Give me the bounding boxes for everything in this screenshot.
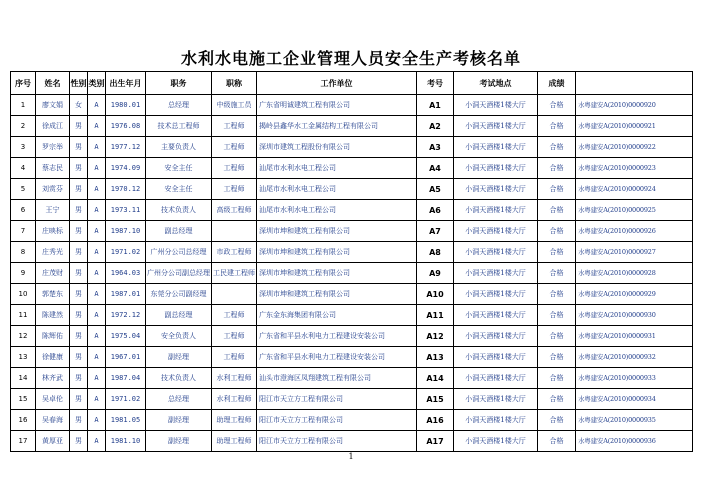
exam-location-cell: 小洞天酒楼1楼大厅 xyxy=(454,242,538,263)
exam-location-cell: 小洞天酒楼1楼大厅 xyxy=(454,95,538,116)
work-unit-cell: 深圳市建筑工程股份有限公司 xyxy=(257,137,417,158)
gender-cell: 男 xyxy=(70,137,88,158)
position-cell: 广州分公司副总经理 xyxy=(146,263,212,284)
result-cell: 合格 xyxy=(538,179,576,200)
position-cell: 技术总工程师 xyxy=(146,116,212,137)
personnel-table xyxy=(10,71,693,452)
gender-cell: 男 xyxy=(70,347,88,368)
result-cell: 合格 xyxy=(538,242,576,263)
exam-number-cell: A6 xyxy=(417,200,454,221)
gender-cell: 男 xyxy=(70,305,88,326)
exam-number-cell: A3 xyxy=(417,137,454,158)
exam-location-cell: 小洞天酒楼1楼大厅 xyxy=(454,263,538,284)
result-cell: 合格 xyxy=(538,284,576,305)
result-cell: 合格 xyxy=(538,305,576,326)
exam-location-cell: 小洞天酒楼1楼大厅 xyxy=(454,368,538,389)
gender-cell: 男 xyxy=(70,284,88,305)
exam-number-cell: A2 xyxy=(417,116,454,137)
work-unit-cell: 深圳市坤和建筑工程有限公司 xyxy=(257,242,417,263)
work-unit-cell: 汕尾市水利水电工程公司 xyxy=(257,200,417,221)
row-number-cell: 15 xyxy=(11,389,36,410)
name-cell: 庄秀光 xyxy=(36,242,70,263)
name-cell: 庄映标 xyxy=(36,221,70,242)
birth-date-cell: 1981.05 xyxy=(106,410,146,431)
exam-number-cell: A5 xyxy=(417,179,454,200)
exam-number-cell: A14 xyxy=(417,368,454,389)
table-row xyxy=(11,305,693,326)
column-header: 性别 xyxy=(70,72,88,95)
column-header: 职务 xyxy=(146,72,212,95)
document-title: 水利水电施工企业管理人员安全生产考核名单 xyxy=(180,49,521,68)
title-cell: 工程师 xyxy=(212,179,257,200)
table-row xyxy=(11,95,693,116)
category-cell: A xyxy=(88,95,106,116)
column-header xyxy=(576,72,693,95)
category-cell: A xyxy=(88,431,106,452)
work-unit-cell: 广东省明诚建筑工程有限公司 xyxy=(257,95,417,116)
birth-date-cell: 1980.01 xyxy=(106,95,146,116)
position-cell: 副总经理 xyxy=(146,305,212,326)
category-cell: A xyxy=(88,368,106,389)
gender-cell: 女 xyxy=(70,95,88,116)
result-cell: 合格 xyxy=(538,158,576,179)
row-number-cell: 4 xyxy=(11,158,36,179)
table-row xyxy=(11,263,693,284)
exam-location-cell: 小洞天酒楼1楼大厅 xyxy=(454,137,538,158)
table-row xyxy=(11,221,693,242)
certificate-number-cell: 水粤建安A(2010)0000924 xyxy=(576,179,693,200)
gender-cell: 男 xyxy=(70,368,88,389)
certificate-number-cell: 水粤建安A(2010)0000922 xyxy=(576,137,693,158)
category-cell: A xyxy=(88,263,106,284)
exam-number-cell: A12 xyxy=(417,326,454,347)
certificate-number-cell: 水粤建安A(2010)0000933 xyxy=(576,368,693,389)
gender-cell: 男 xyxy=(70,158,88,179)
name-cell: 王宁 xyxy=(36,200,70,221)
position-cell: 东莞分公司副经理 xyxy=(146,284,212,305)
column-header: 姓名 xyxy=(36,72,70,95)
column-header: 考号 xyxy=(417,72,454,95)
birth-date-cell: 1964.03 xyxy=(106,263,146,284)
table-row xyxy=(11,116,693,137)
table-row xyxy=(11,389,693,410)
name-cell: 吴春海 xyxy=(36,410,70,431)
exam-number-cell: A15 xyxy=(417,389,454,410)
exam-number-cell: A7 xyxy=(417,221,454,242)
certificate-number-cell: 水粤建安A(2010)0000925 xyxy=(576,200,693,221)
table-row xyxy=(11,431,693,452)
title-cell: 工程师 xyxy=(212,137,257,158)
result-cell: 合格 xyxy=(538,410,576,431)
category-cell: A xyxy=(88,389,106,410)
gender-cell: 男 xyxy=(70,410,88,431)
position-cell: 总经理 xyxy=(146,95,212,116)
certificate-number-cell: 水粤建安A(2010)0000920 xyxy=(576,95,693,116)
exam-number-cell: A10 xyxy=(417,284,454,305)
category-cell: A xyxy=(88,284,106,305)
work-unit-cell: 阳江市天立方工程有限公司 xyxy=(257,389,417,410)
exam-number-cell: A16 xyxy=(417,410,454,431)
name-cell: 陈建然 xyxy=(36,305,70,326)
name-cell: 庄茂财 xyxy=(36,263,70,284)
certificate-number-cell: 水粤建安A(2010)0000934 xyxy=(576,389,693,410)
result-cell: 合格 xyxy=(538,347,576,368)
row-number-cell: 2 xyxy=(11,116,36,137)
position-cell: 安全负责人 xyxy=(146,326,212,347)
position-cell: 广州分公司总经理 xyxy=(146,242,212,263)
column-header: 工作单位 xyxy=(257,72,417,95)
work-unit-cell: 汕尾市水利水电工程公司 xyxy=(257,158,417,179)
exam-location-cell: 小洞天酒楼1楼大厅 xyxy=(454,116,538,137)
birth-date-cell: 1970.12 xyxy=(106,179,146,200)
birth-date-cell: 1974.09 xyxy=(106,158,146,179)
gender-cell: 男 xyxy=(70,389,88,410)
gender-cell: 男 xyxy=(70,263,88,284)
gender-cell: 男 xyxy=(70,431,88,452)
title-cell: 工民建工程师 xyxy=(212,263,257,284)
title-cell: 水利工程师 xyxy=(212,368,257,389)
table-row xyxy=(11,179,693,200)
row-number-cell: 8 xyxy=(11,242,36,263)
certificate-number-cell: 水粤建安A(2010)0000932 xyxy=(576,347,693,368)
exam-number-cell: A13 xyxy=(417,347,454,368)
position-cell: 安全主任 xyxy=(146,179,212,200)
category-cell: A xyxy=(88,326,106,347)
name-cell: 陈辉佑 xyxy=(36,326,70,347)
exam-number-cell: A8 xyxy=(417,242,454,263)
work-unit-cell: 广东省和平县水利电力工程建设安装公司 xyxy=(257,326,417,347)
position-cell: 副经理 xyxy=(146,431,212,452)
table-row xyxy=(11,326,693,347)
title-cell: 工程师 xyxy=(212,116,257,137)
category-cell: A xyxy=(88,221,106,242)
row-number-cell: 1 xyxy=(11,95,36,116)
birth-date-cell: 1987.10 xyxy=(106,221,146,242)
gender-cell: 男 xyxy=(70,326,88,347)
row-number-cell: 16 xyxy=(11,410,36,431)
exam-location-cell: 小洞天酒楼1楼大厅 xyxy=(454,179,538,200)
gender-cell: 男 xyxy=(70,116,88,137)
work-unit-cell: 深圳市坤和建筑工程有限公司 xyxy=(257,284,417,305)
category-cell: A xyxy=(88,347,106,368)
work-unit-cell: 揭岭县鑫华水工金属结构工程有限公司 xyxy=(257,116,417,137)
table-row xyxy=(11,410,693,431)
exam-number-cell: A4 xyxy=(417,158,454,179)
position-cell: 总经理 xyxy=(146,389,212,410)
category-cell: A xyxy=(88,179,106,200)
birth-date-cell: 1987.01 xyxy=(106,284,146,305)
title-cell: 工程师 xyxy=(212,305,257,326)
row-number-cell: 7 xyxy=(11,221,36,242)
exam-location-cell: 小洞天酒楼1楼大厅 xyxy=(454,389,538,410)
result-cell: 合格 xyxy=(538,368,576,389)
row-number-cell: 10 xyxy=(11,284,36,305)
table-row xyxy=(11,158,693,179)
name-cell: 廖文娟 xyxy=(36,95,70,116)
row-number-cell: 14 xyxy=(11,368,36,389)
column-header: 类别 xyxy=(88,72,106,95)
exam-location-cell: 小洞天酒楼1楼大厅 xyxy=(454,410,538,431)
exam-location-cell: 小洞天酒楼1楼大厅 xyxy=(454,200,538,221)
position-cell: 主要负责人 xyxy=(146,137,212,158)
result-cell: 合格 xyxy=(538,263,576,284)
column-header: 序号 xyxy=(11,72,36,95)
position-cell: 副经理 xyxy=(146,410,212,431)
gender-cell: 男 xyxy=(70,242,88,263)
position-cell: 副总经理 xyxy=(146,221,212,242)
work-unit-cell: 汕头市澄海区凤翔建筑工程有限公司 xyxy=(257,368,417,389)
gender-cell: 男 xyxy=(70,221,88,242)
certificate-number-cell: 水粤建安A(2010)0000936 xyxy=(576,431,693,452)
birth-date-cell: 1971.02 xyxy=(106,389,146,410)
title-cell: 高级工程师 xyxy=(212,200,257,221)
result-cell: 合格 xyxy=(538,389,576,410)
result-cell: 合格 xyxy=(538,137,576,158)
table-row xyxy=(11,137,693,158)
page-number: 1 xyxy=(348,452,354,461)
certificate-number-cell: 水粤建安A(2010)0000921 xyxy=(576,116,693,137)
certificate-number-cell: 水粤建安A(2010)0000929 xyxy=(576,284,693,305)
result-cell: 合格 xyxy=(538,326,576,347)
category-cell: A xyxy=(88,305,106,326)
title-cell: 工程师 xyxy=(212,347,257,368)
table-row xyxy=(11,368,693,389)
column-header: 考试地点 xyxy=(454,72,538,95)
position-cell: 安全主任 xyxy=(146,158,212,179)
work-unit-cell: 阳江市天立方工程有限公司 xyxy=(257,431,417,452)
certificate-number-cell: 水粤建安A(2010)0000923 xyxy=(576,158,693,179)
certificate-number-cell: 水粤建安A(2010)0000926 xyxy=(576,221,693,242)
exam-number-cell: A17 xyxy=(417,431,454,452)
category-cell: A xyxy=(88,242,106,263)
birth-date-cell: 1971.02 xyxy=(106,242,146,263)
work-unit-cell: 深圳市坤和建筑工程有限公司 xyxy=(257,263,417,284)
name-cell: 蔡志民 xyxy=(36,158,70,179)
birth-date-cell: 1977.12 xyxy=(106,137,146,158)
birth-date-cell: 1973.11 xyxy=(106,200,146,221)
category-cell: A xyxy=(88,116,106,137)
birth-date-cell: 1981.10 xyxy=(106,431,146,452)
exam-number-cell: A1 xyxy=(417,95,454,116)
title-cell: 市政工程师 xyxy=(212,242,257,263)
header-row xyxy=(11,72,693,95)
birth-date-cell: 1972.12 xyxy=(106,305,146,326)
table-row xyxy=(11,242,693,263)
title-cell: 助理工程师 xyxy=(212,431,257,452)
category-cell: A xyxy=(88,158,106,179)
row-number-cell: 12 xyxy=(11,326,36,347)
title-cell: 工程师 xyxy=(212,326,257,347)
position-cell: 副经理 xyxy=(146,347,212,368)
work-unit-cell: 深圳市坤和建筑工程有限公司 xyxy=(257,221,417,242)
work-unit-cell: 广东金东海集团有限公司 xyxy=(257,305,417,326)
row-number-cell: 17 xyxy=(11,431,36,452)
exam-location-cell: 小洞天酒楼1楼大厅 xyxy=(454,284,538,305)
name-cell: 郭楚东 xyxy=(36,284,70,305)
title-cell: 助理工程师 xyxy=(212,410,257,431)
certificate-number-cell: 水粤建安A(2010)0000928 xyxy=(576,263,693,284)
table-row xyxy=(11,200,693,221)
table-row xyxy=(11,347,693,368)
result-cell: 合格 xyxy=(538,431,576,452)
row-number-cell: 11 xyxy=(11,305,36,326)
category-cell: A xyxy=(88,410,106,431)
position-cell: 技术负责人 xyxy=(146,368,212,389)
result-cell: 合格 xyxy=(538,95,576,116)
exam-number-cell: A11 xyxy=(417,305,454,326)
result-cell: 合格 xyxy=(538,221,576,242)
exam-location-cell: 小洞天酒楼1楼大厅 xyxy=(454,326,538,347)
column-header: 出生年月 xyxy=(106,72,146,95)
row-number-cell: 13 xyxy=(11,347,36,368)
column-header: 职称 xyxy=(212,72,257,95)
birth-date-cell: 1975.04 xyxy=(106,326,146,347)
birth-date-cell: 1976.08 xyxy=(106,116,146,137)
certificate-number-cell: 水粤建安A(2010)0000927 xyxy=(576,242,693,263)
certificate-number-cell: 水粤建安A(2010)0000935 xyxy=(576,410,693,431)
category-cell: A xyxy=(88,137,106,158)
exam-location-cell: 小洞天酒楼1楼大厅 xyxy=(454,431,538,452)
row-number-cell: 9 xyxy=(11,263,36,284)
exam-location-cell: 小洞天酒楼1楼大厅 xyxy=(454,221,538,242)
title-cell xyxy=(212,221,257,242)
row-number-cell: 3 xyxy=(11,137,36,158)
name-cell: 徐健康 xyxy=(36,347,70,368)
work-unit-cell: 汕尾市水利水电工程公司 xyxy=(257,179,417,200)
table-row xyxy=(11,284,693,305)
gender-cell: 男 xyxy=(70,179,88,200)
exam-location-cell: 小洞天酒楼1楼大厅 xyxy=(454,158,538,179)
birth-date-cell: 1987.04 xyxy=(106,368,146,389)
name-cell: 林齐武 xyxy=(36,368,70,389)
name-cell: 徐成江 xyxy=(36,116,70,137)
name-cell: 刘赏芬 xyxy=(36,179,70,200)
work-unit-cell: 广东省和平县水利电力工程建设安装公司 xyxy=(257,347,417,368)
column-header: 成绩 xyxy=(538,72,576,95)
row-number-cell: 5 xyxy=(11,179,36,200)
name-cell: 吴卓伦 xyxy=(36,389,70,410)
position-cell: 技术负责人 xyxy=(146,200,212,221)
work-unit-cell: 阳江市天立方工程有限公司 xyxy=(257,410,417,431)
name-cell: 罗宗举 xyxy=(36,137,70,158)
birth-date-cell: 1967.01 xyxy=(106,347,146,368)
gender-cell: 男 xyxy=(70,200,88,221)
title-cell xyxy=(212,284,257,305)
exam-location-cell: 小洞天酒楼1楼大厅 xyxy=(454,347,538,368)
name-cell: 黄厚亚 xyxy=(36,431,70,452)
title-cell: 工程师 xyxy=(212,158,257,179)
certificate-number-cell: 水粤建安A(2010)0000930 xyxy=(576,305,693,326)
title-cell: 中级施工员 xyxy=(212,95,257,116)
result-cell: 合格 xyxy=(538,200,576,221)
exam-number-cell: A9 xyxy=(417,263,454,284)
title-cell: 水利工程师 xyxy=(212,389,257,410)
result-cell: 合格 xyxy=(538,116,576,137)
certificate-number-cell: 水粤建安A(2010)0000931 xyxy=(576,326,693,347)
row-number-cell: 6 xyxy=(11,200,36,221)
category-cell: A xyxy=(88,200,106,221)
exam-location-cell: 小洞天酒楼1楼大厅 xyxy=(454,305,538,326)
